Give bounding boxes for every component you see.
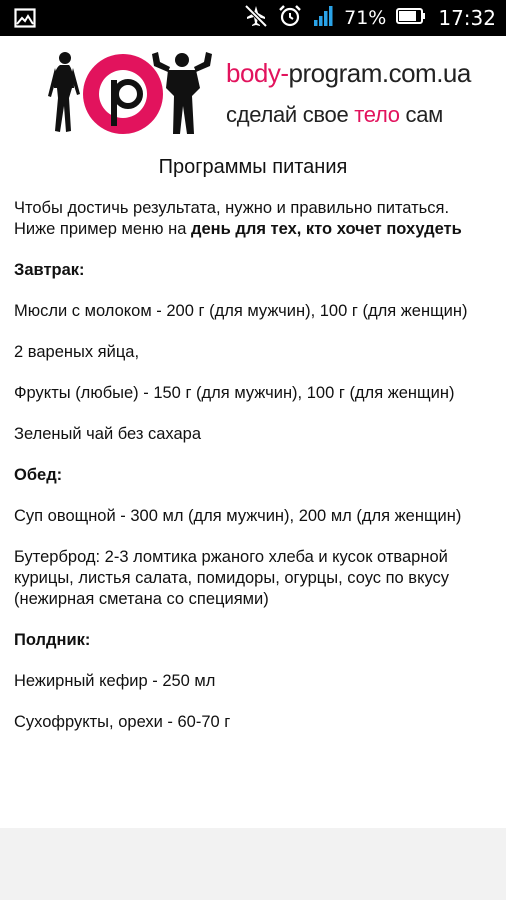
female-silhouette-icon <box>48 52 80 132</box>
list-item: Суп овощной - 300 мл (для мужчин), 200 мл (для женщин) <box>14 507 462 525</box>
lunch-heading: Обед: <box>14 466 63 484</box>
site-domain: body-program.com.ua <box>226 58 471 88</box>
airplane-mute-icon <box>244 4 268 32</box>
logo-circle-icon <box>83 54 163 134</box>
article-body <box>14 198 494 753</box>
battery-percent: 71% <box>344 7 387 29</box>
site-logo <box>0 36 506 146</box>
app-content <box>0 36 506 828</box>
list-item: Бутерброд: 2-3 ломтика ржаного хлеба и кусок отварной курицы, листья салата, помидоры, огурцы, соус по вкусу (нежирная сметана со специями) <box>14 548 450 608</box>
site-header <box>0 36 506 146</box>
list-item: Нежирный кефир - 250 мл <box>14 672 216 690</box>
clock-time: 17:32 <box>438 6 496 30</box>
page-title: Программы питания <box>158 156 348 178</box>
breakfast-heading: Завтрак: <box>14 261 85 279</box>
site-tagline: сделай свое тело сам <box>226 102 443 127</box>
list-item: Сухофрукты, орехи - 60-70 г <box>14 713 231 731</box>
status-bar <box>0 0 506 36</box>
intro-paragraph: Чтобы достичь результата, нужно и правильно питаться. Ниже пример меню на день для тех, кто хочет похудеть <box>14 199 462 238</box>
list-item: Мюсли с молоком - 200 г (для мужчин), 100 г (для женщин) <box>14 302 468 320</box>
alarm-icon <box>278 4 302 32</box>
image-icon <box>14 7 36 33</box>
snack-heading: Полдник: <box>14 631 91 649</box>
battery-icon <box>396 6 426 30</box>
list-item: Фрукты (любые) - 150 г (для мужчин), 100 г (для женщин) <box>14 384 455 402</box>
list-item: 2 вареных яйца, <box>14 343 140 361</box>
signal-icon <box>312 4 336 32</box>
list-item: Зеленый чай без сахара <box>14 425 201 443</box>
